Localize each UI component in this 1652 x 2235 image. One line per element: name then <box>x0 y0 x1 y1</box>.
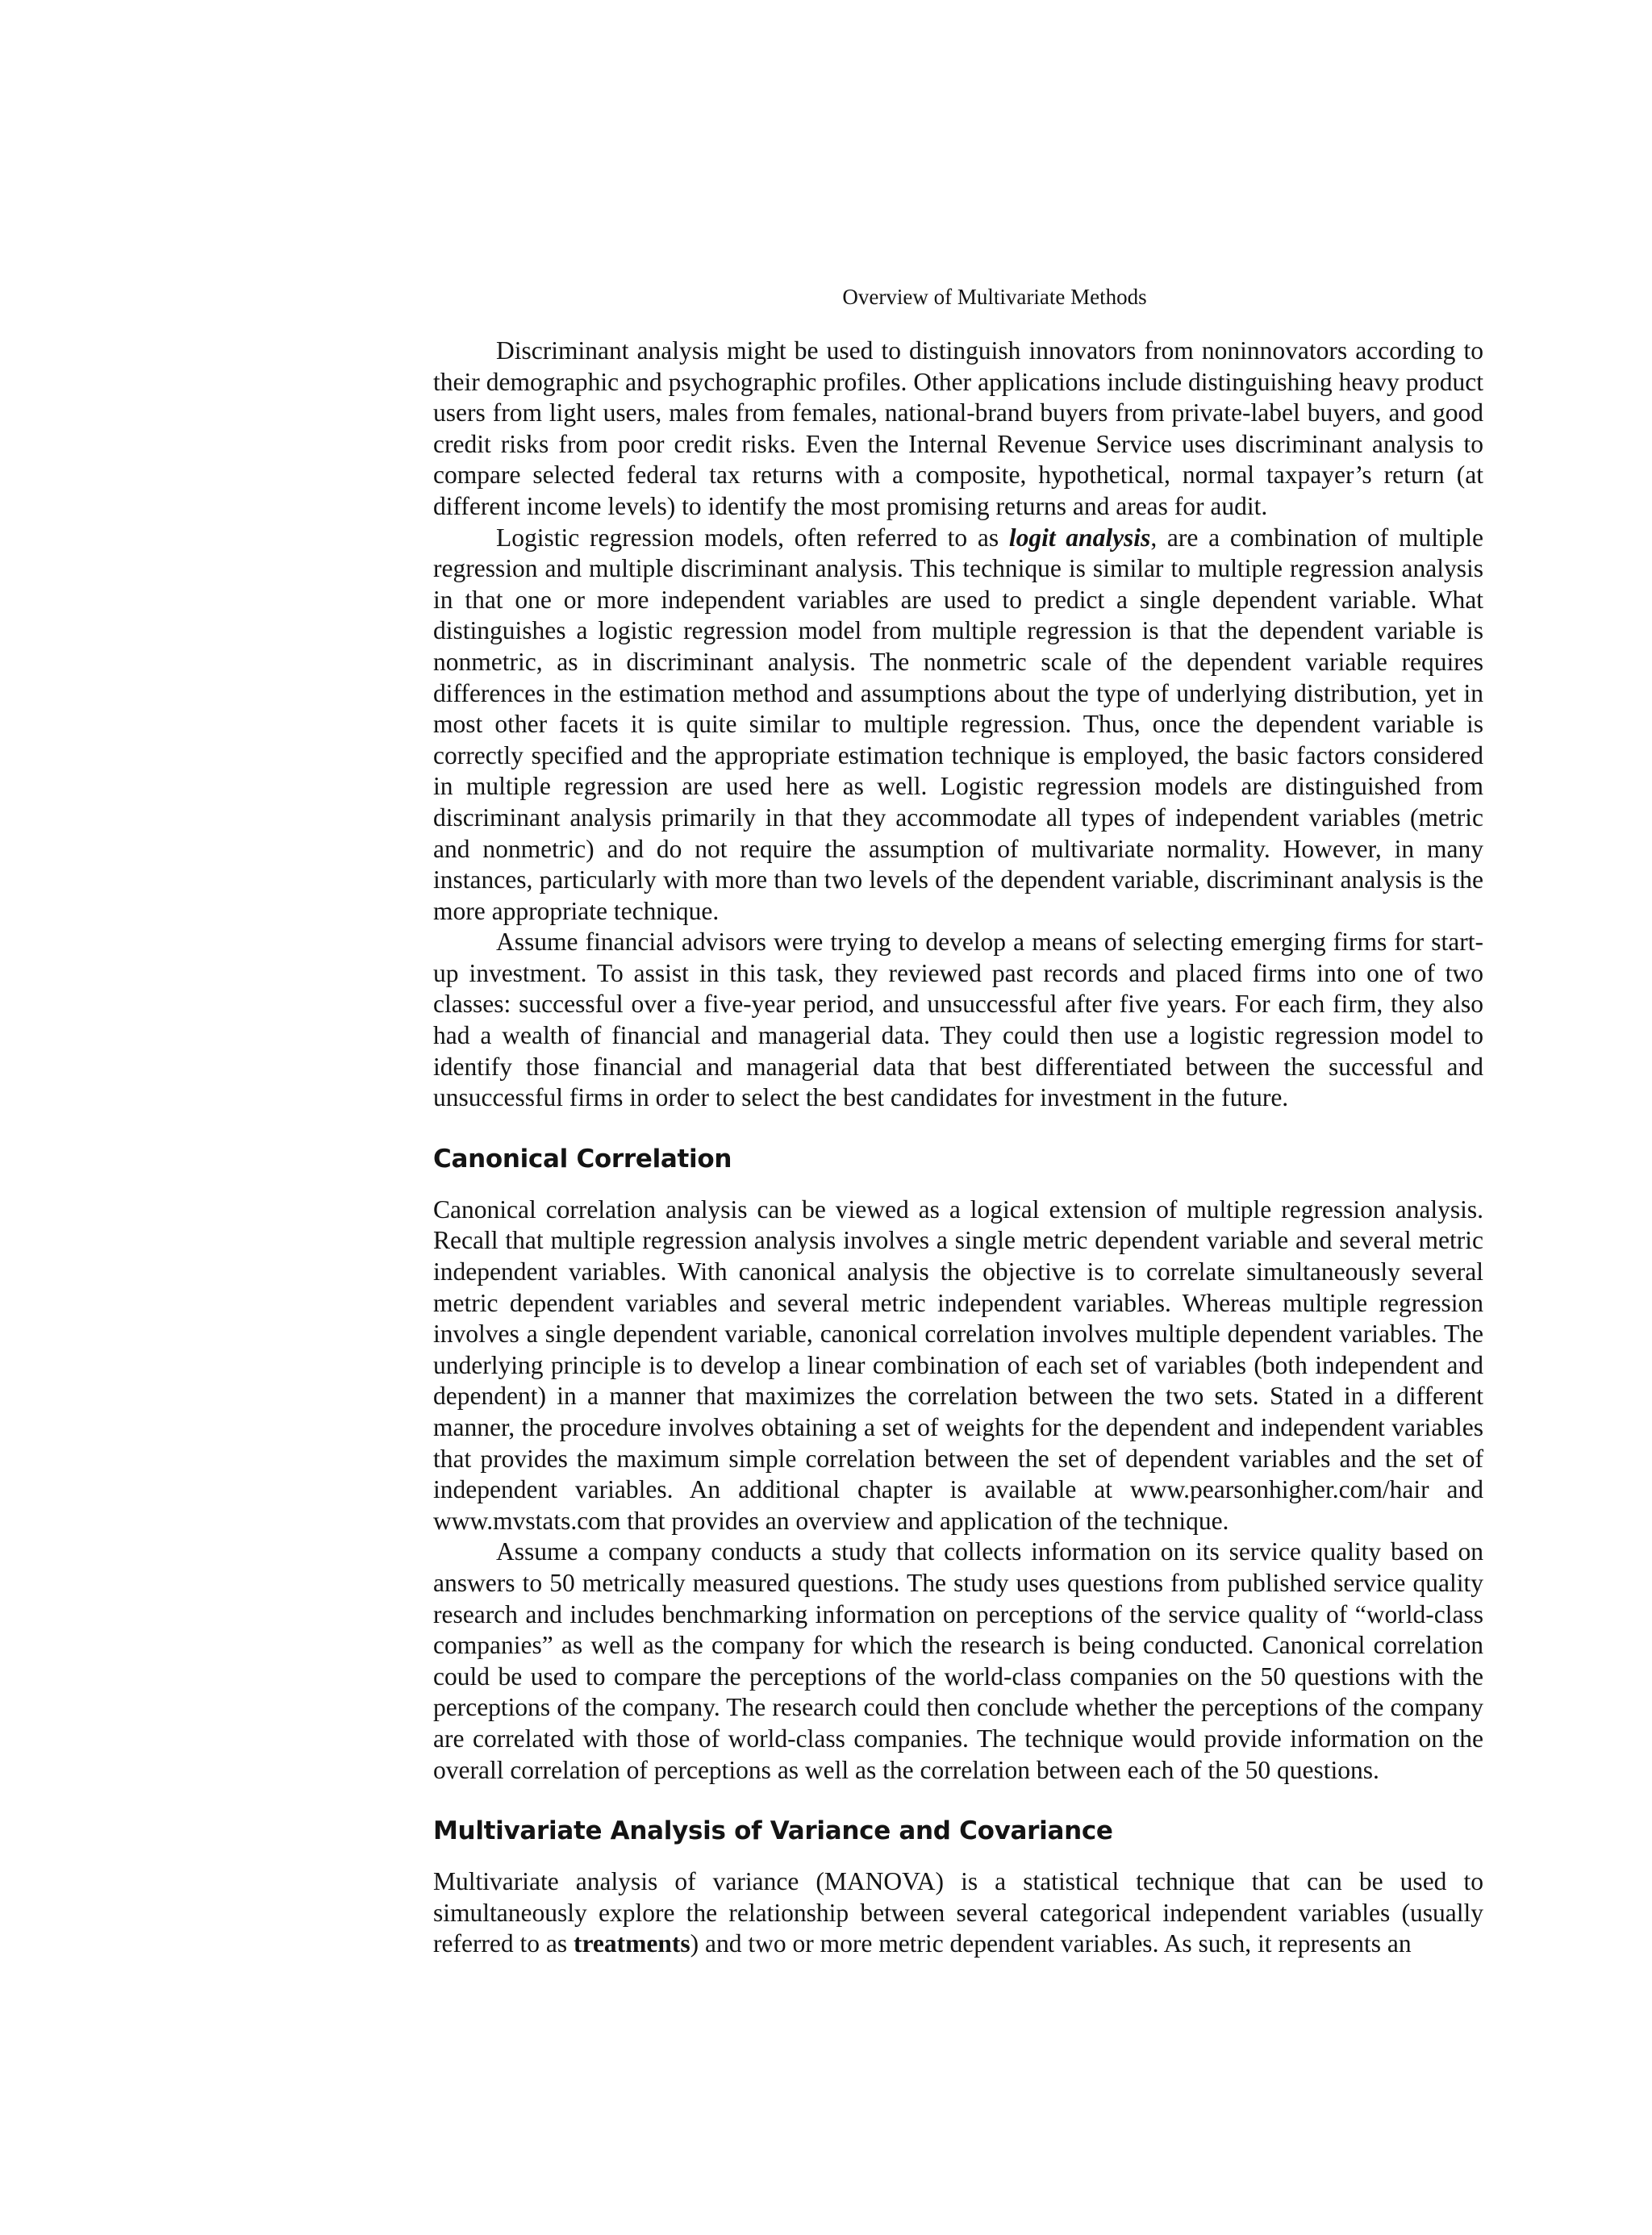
paragraph-text: ) and two or more metric dependent variables. As such, it represents an <box>690 1929 1412 1958</box>
paragraph-manova <box>433 1866 1483 1960</box>
paragraph-service-quality-example: Assume a company conducts a study that collects information on its service quality based on answers to 50 metrically measured questions. The study uses questions from published service quality research and includes benchmarking information on perceptions of the service quality of “world-class companies” as well as the company for which the research is being conducted. Canonical correlation could be used to compare the perceptions of the world-class companies on the 50 questions with the perceptions of the company. The research could then conclude whether the perceptions of the company are correlated with those of world-class companies. The technique would provide information on the overall correlation of perceptions as well as the correlation between each of the 50 questions. <box>433 1537 1483 1784</box>
term-logit-analysis: logit analysis <box>1008 523 1151 552</box>
term-treatments: treatments <box>574 1929 690 1958</box>
paragraph-canonical-correlation: Canonical correlation analysis can be viewed as a logical extension of multiple regression analysis. Recall that multiple regression analysis involves a single metric dependent variable and several metric independent variables. With canonical analysis the objective is to correlate simultaneously several metric dependent variables and several metric independent variables. Whereas multiple regression involves a single dependent variable, canonical correlation involves multiple dependent variables. The underlying principle is to develop a linear combination of each set of variables (both independent and dependent) in a manner that maximizes the correlation between the two sets. Stated in a different manner, the procedure involves obtaining a set of weights for the dependent and independent variables that provides the maximum simple correlation between the set of dependent variables and the set of independent variables. An additional chapter is available at www.pearsonhigher.com/hair and www.mvstats.com that provides an overview and application of the technique. <box>433 1195 1483 1535</box>
section-heading-manova: Multivariate Analysis of Variance and Covariance <box>433 1816 1113 1846</box>
paragraph-text: Multivariate analysis of variance (MANOVA) is a statistical technique that can be used to simultaneously explore the relationship between several categorical independent variables (usually referred to as <box>433 1867 1483 1958</box>
paragraph-financial-advisors-example: Assume financial advisors were trying to develop a means of selecting emerging firms for start-up investment. To assist in this task, they reviewed past records and placed firms into one of two classes: successful over a five-year period, and unsuccessful after five years. For each firm, they also had a wealth of financial and managerial data. They could then use a logistic regression model to identify those financial and managerial data that best differentiated between the successful and unsuccessful firms in order to select the best candidates for investment in the future. <box>433 928 1483 1112</box>
paragraph-text: , are a combination of multiple regression and multiple discriminant analysis. This technique is similar to multiple regression analysis in that one or more independent variables are used to predict a single dependent variable. What distinguishes a logistic regression model from multiple regression is that the dependent variable is nonmetric, as in discriminant analysis. The nonmetric scale of the dependent variable requires differences in the estimation method and assumptions about the type of underlying distribution, yet in most other facets it is quite similar to multiple regression. Thus, once the dependent variable is correctly specified and the appropriate estimation technique is employed, the basic factors considered in multiple regression are used here as well. Logistic regression models are distinguished from discriminant analysis primarily in that they accommodate all types of independent variables (metric and nonmetric) and do not require the assumption of multivariate normality. However, in many instances, particularly with more than two levels of the dependent variable, discriminant analysis is the more appropriate technique. <box>433 523 1483 925</box>
page-body <box>433 282 1483 1960</box>
paragraph-text: Logistic regression models, often referred to as <box>496 523 1009 552</box>
paragraph-discriminant-analysis: Discriminant analysis might be used to distinguish innovators from noninnovators according to their demographic and psychographic profiles. Other applications include distinguishing heavy product users from light users, males from females, national-brand buyers from private-label buyers, and good credit risks from poor credit risks. Even the Internal Revenue Service uses discriminant analysis to compare selected federal tax returns with a composite, hypothetical, normal taxpayer’s return (at different income levels) to identify the most promising returns and areas for audit. <box>433 336 1483 520</box>
paragraph-logistic-regression <box>433 523 1483 928</box>
running-head: Overview of Multivariate Methods <box>842 285 1147 309</box>
section-heading-canonical-correlation: Canonical Correlation <box>433 1144 732 1174</box>
